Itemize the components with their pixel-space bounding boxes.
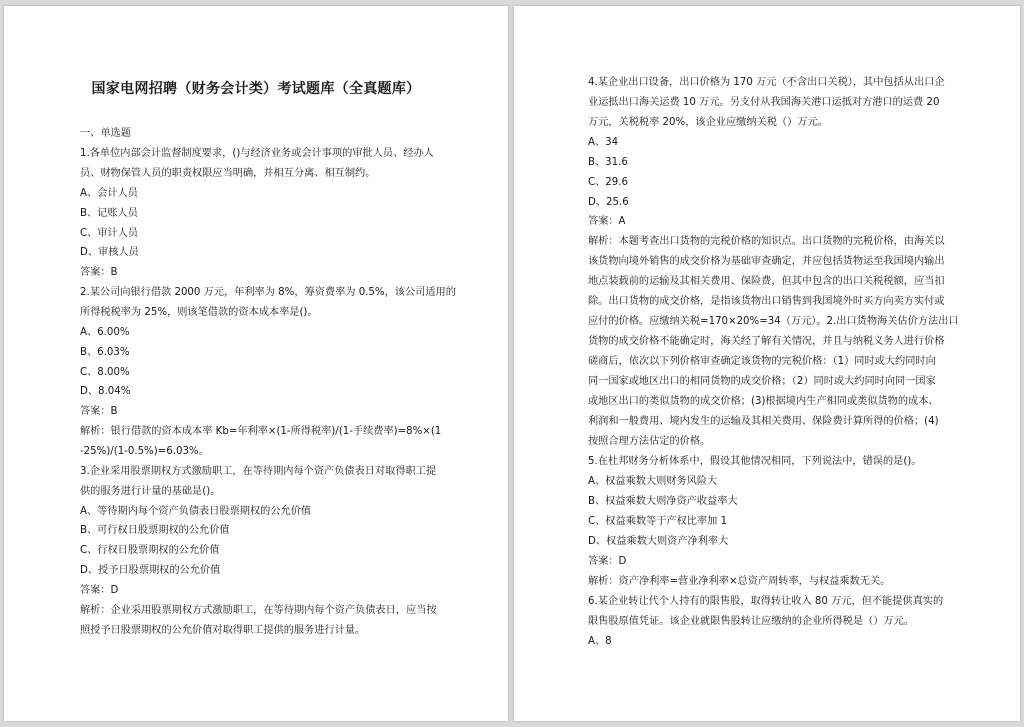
question-4-analysis-line: 除。出口货物的成交价格，是指该货物出口销售到我国境外时买方向卖方实付或 [588, 296, 945, 307]
question-3-stem-line: 3.企业采用股票期权方式激励职工，在等待期内每个资产负债表日对取得职工提 [80, 466, 437, 477]
question-3-answer: 答案：D [80, 585, 119, 596]
question-4-option-c: C、29.6 [588, 177, 628, 188]
question-1-option-c: C、审计人员 [80, 228, 139, 239]
question-1-option-d: D、审核人员 [80, 247, 139, 258]
question-2-answer: 答案：B [80, 406, 118, 417]
question-5-option-a: A、权益乘数大则财务风险大 [588, 476, 718, 487]
question-4-analysis-line: 应付的价格。应缴纳关税=170×20%=34（万元）。2.出口货物海关估价方法出口 [588, 316, 959, 327]
document-title: 国家电网招聘（财务会计类）考试题库（全真题库） [91, 81, 421, 97]
question-4-analysis-line: 解析：本题考查出口货物的完税价格的知识点。出口货物的完税价格，由海关以 [588, 236, 945, 247]
question-5-option-b: B、权益乘数大则净资产收益率大 [588, 496, 738, 507]
question-4-analysis-line: 利润和一般费用、境内发生的运输及其相关费用、保险费计算所得的价格；(4) [588, 416, 939, 427]
question-5-answer: 答案：D [588, 556, 627, 567]
question-4-analysis-line: 磋商后，依次以下列价格审查确定该货物的完税价格：（1）同时或大约同时向 [588, 356, 936, 367]
question-3-option-d: D、授予日股票期权的公允价值 [80, 565, 221, 576]
question-2-option-d: D、8.04% [80, 386, 131, 397]
question-3-analysis-line: 照授予日股票期权的公允价值对取得职工提供的服务进行计量。 [80, 625, 366, 636]
question-4-analysis-line: 地点装载前的运输及其相关费用、保险费，但其中包含的出口关税税额，应当扣 [588, 276, 945, 287]
question-2-option-a: A、6.00% [80, 327, 130, 338]
question-5-stem-line: 5.在杜邦财务分析体系中，假设其他情况相同，下列说法中，错误的是()。 [588, 456, 922, 467]
question-1-option-a: A、会计人员 [80, 188, 138, 199]
question-6-stem-line: 限售股原值凭证。该企业就限售股转让应缴纳的企业所得税是（）万元。 [588, 616, 914, 627]
question-2-stem-line: 所得税税率为 25%，则该笔借款的资本成本率是()。 [80, 307, 318, 318]
question-2-option-c: C、8.00% [80, 367, 130, 378]
document-page-right [514, 6, 1020, 721]
question-3-analysis-line: 解析：企业采用股票期权方式激励职工，在等待期内每个资产负债表日，应当按 [80, 605, 437, 616]
question-2-option-b: B、6.03% [80, 347, 130, 358]
question-4-analysis-line: 按照合理方法估定的价格。 [588, 436, 711, 447]
question-4-stem-line: 万元，关税税率 20%，该企业应缴纳关税（）万元。 [588, 117, 828, 128]
question-5-analysis-line: 解析：资产净利率=营业净利率×总资产周转率，与权益乘数无关。 [588, 576, 891, 587]
question-1-stem-line: 员、财物保管人员的职责权限应当明确，并相互分离、相互制约。 [80, 168, 376, 179]
section-heading: 一、单选题 [80, 128, 131, 139]
question-2-stem-line: 2.某公司向银行借款 2000 万元，年利率为 8%，筹资费率为 0.5%，该公司适用的 [80, 287, 456, 298]
question-6-stem-line: 6.某企业转让代个人持有的限售股，取得转让收入 80 万元，但不能提供真实的 [588, 596, 944, 607]
question-2-analysis-line: -25%)/(1-0.5%)=6.03%。 [80, 446, 209, 457]
question-4-analysis-line: 货物的成交价格不能确定时，海关经了解有关情况，并且与纳税义务人进行价格 [588, 336, 945, 347]
question-4-analysis-line: 同一国家或地区出口的相同货物的成交价格；（2）同时或大约同时向同一国家 [588, 376, 936, 387]
question-3-option-b: B、可行权日股票期权的公允价值 [80, 525, 230, 536]
question-4-option-a: A、34 [588, 137, 619, 148]
question-4-analysis-line: 或地区出口的类似货物的成交价格；(3)根据境内生产相同或类似货物的成本、 [588, 396, 939, 407]
question-6-option-a: A、8 [588, 636, 612, 647]
question-4-stem-line: 业运抵出口海关运费 10 万元。另支付从我国海关港口运抵对方港口的运费 20 [588, 97, 940, 108]
question-5-option-c: C、权益乘数等于产权比率加 1 [588, 516, 728, 527]
question-3-stem-line: 供的服务进行计量的基础是()。 [80, 486, 221, 497]
question-1-stem-line: 1.各单位内部会计监督制度要求，()与经济业务或会计事项的审批人员、经办人 [80, 148, 434, 159]
question-5-option-d: D、权益乘数大则资产净利率大 [588, 536, 729, 547]
question-1-answer: 答案：B [80, 267, 118, 278]
document-page-left [4, 6, 508, 721]
question-3-option-c: C、行权日股票期权的公允价值 [80, 545, 220, 556]
question-4-stem-line: 4.某企业出口设备，出口价格为 170 万元（不含出口关税），其中包括从出口企 [588, 77, 945, 88]
question-4-answer: 答案：A [588, 216, 626, 227]
question-3-option-a: A、等待期内每个资产负债表日股票期权的公允价值 [80, 506, 312, 517]
question-4-analysis-line: 该货物向境外销售的成交价格为基础审查确定，并应包括货物运至我国境内输出 [588, 256, 945, 267]
question-4-option-b: B、31.6 [588, 157, 628, 168]
question-1-option-b: B、记账人员 [80, 208, 138, 219]
question-2-analysis-line: 解析：银行借款的资本成本率 Kb=年利率×(1-所得税率)/(1-手续费率)=8%×(1 [80, 426, 442, 437]
question-4-option-d: D、25.6 [588, 197, 629, 208]
